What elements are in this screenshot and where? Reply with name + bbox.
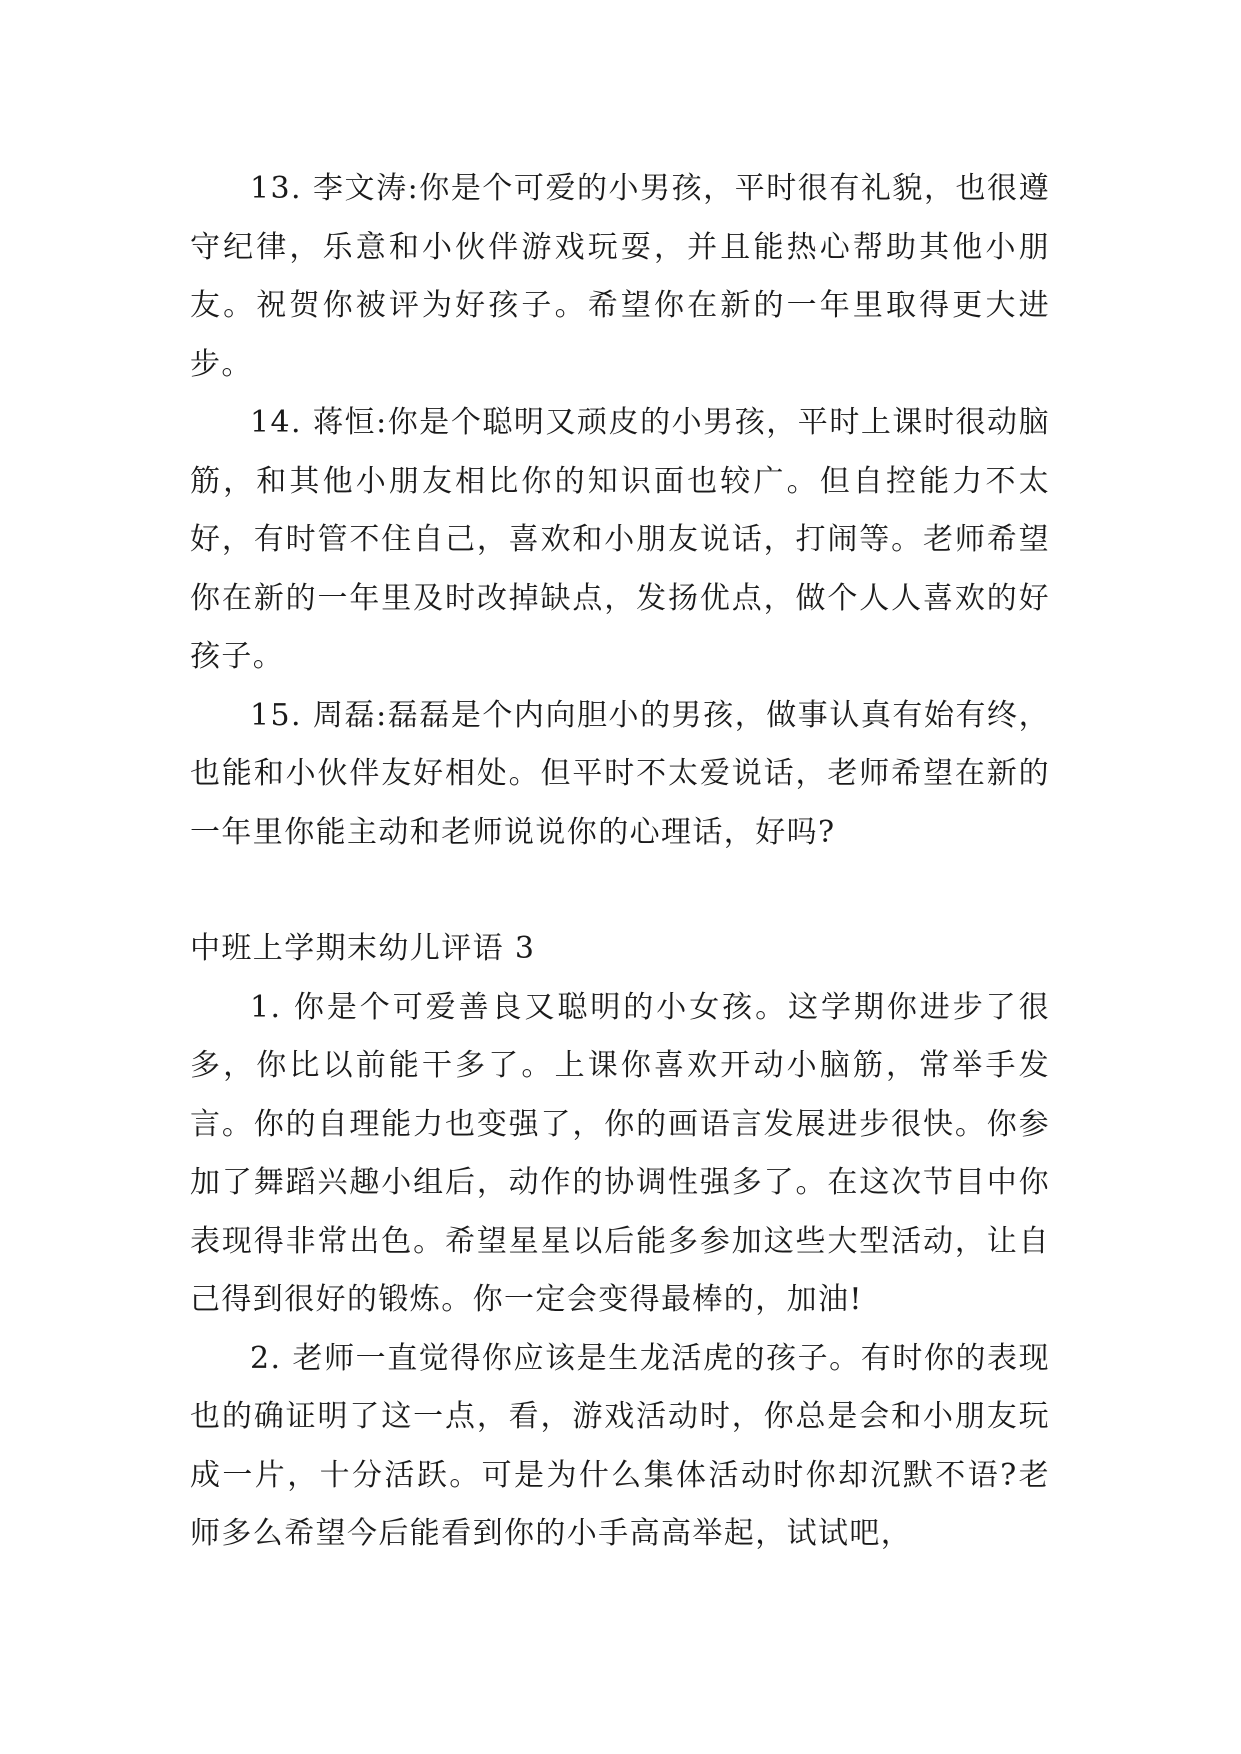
comment-paragraph-1: 1. 你是个可爱善良又聪明的小女孩。这学期你进步了很多，你比以前能干多了。上课你喜欢开动小脑筋，常举手发言。你的自理能力也变强了，你的画语言发展进步很快。你参加了舞蹈兴趣小组后，动作的协调性强多了。在这次节目中你表现得非常出色。希望星星以后能多参加这些大型活动，让自己得到很好的锻炼。你一定会变得最棒的，加油! bbox=[190, 989, 1050, 1317]
section-spacer bbox=[190, 862, 1050, 920]
comment-paragraph-2: 2. 老师一直觉得你应该是生龙活虎的孩子。有时你的表现也的确证明了这一点，看，游戏活动时，你总是会和小朋友玩成一片，十分活跃。可是为什么集体活动时你却沉默不语?老师多么希望今后能看到你的小手高高举起，试试吧， bbox=[190, 1340, 1050, 1551]
section-heading: 中班上学期末幼儿评语 3 bbox=[190, 931, 536, 966]
comment-paragraph-14: 14. 蒋恒:你是个聪明又顽皮的小男孩，平时上课时很动脑筋，和其他小朋友相比你的知识面也较广。但自控能力不太好，有时管不住自己，喜欢和小朋友说话，打闹等。老师希望你在新的一年里及时改掉缺点，发扬优点，做个人人喜欢的好孩子。 bbox=[190, 405, 1050, 674]
comment-paragraph-15: 15. 周磊:磊磊是个内向胆小的男孩，做事认真有始有终，也能和小伙伴友好相处。但平时不太爱说话，老师希望在新的一年里你能主动和老师说说你的心理话，好吗? bbox=[190, 697, 1050, 850]
document-body bbox=[190, 160, 1050, 1564]
comment-paragraph-13: 13. 李文涛:你是个可爱的小男孩，平时很有礼貌，也很遵守纪律，乐意和小伙伴游戏玩耍，并且能热心帮助其他小朋友。祝贺你被评为好孩子。希望你在新的一年里取得更大进步。 bbox=[190, 171, 1050, 382]
